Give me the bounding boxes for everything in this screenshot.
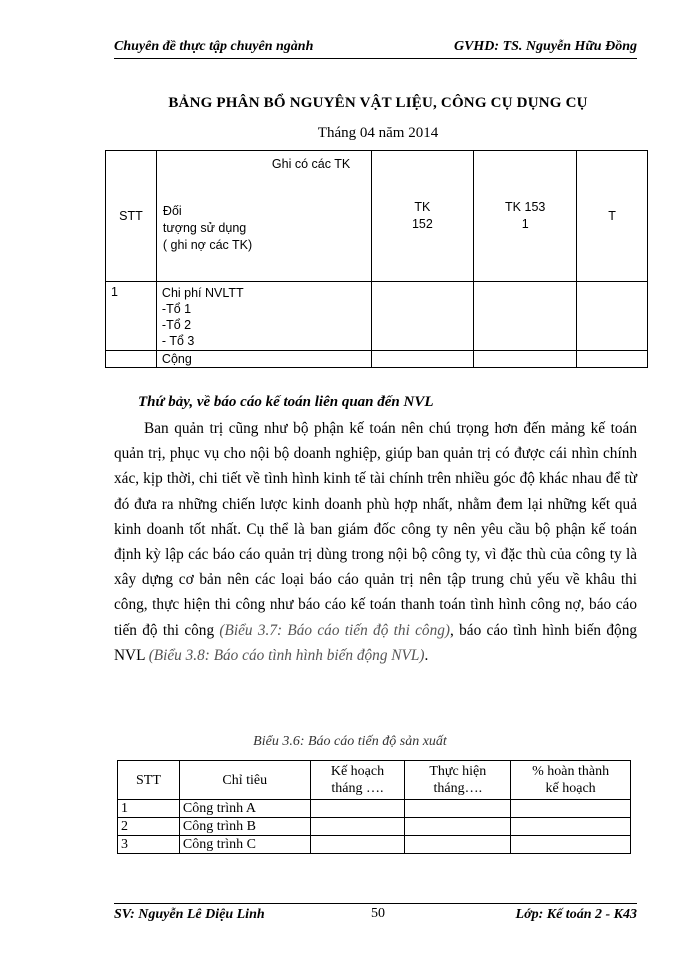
page-title: BẢNG PHÂN BỔ NGUYÊN VẬT LIỆU, CÔNG CỤ DỤNG CỤ (168, 95, 588, 111)
row-percent (511, 818, 631, 836)
allocation-table-header (106, 151, 648, 282)
row-stt: 2 (118, 818, 180, 836)
header-hoan-thanh-line2: kế hoạch (545, 781, 596, 796)
header-thuc-hien-line1: Thực hiện (429, 764, 487, 779)
header-tk152-line2: 152 (411, 217, 433, 231)
row-percent (511, 836, 631, 854)
header-tk153-line1: TK 153 (505, 200, 546, 214)
table-row (118, 818, 631, 836)
row-line: -Tổ 1 (161, 302, 192, 316)
progress-table-header (118, 761, 631, 800)
header-course: Chuyên đề thực tập chuyên ngành (114, 39, 314, 54)
header-doi: Đối (162, 204, 182, 218)
row-stt: 1 (106, 282, 157, 351)
paragraph-text: Ban quản trị cũng như bộ phận kế toán nên chú trọng hơn đến mảng kế toán quản trị, phục vụ cho nội bộ doanh nghiệp, giúp ban quản trị có được cái nhìn chính xác, kịp thời, chi tiết về tình hình kinh tế tài chính trên nhiều góc độ khác nhau để từ đó đưa ra những chiến lược kinh doanh phù hợp nhất, nhằm đem lại những kết quả kinh doanh tốt nhất. Cụ thể là ban giám đốc công ty nên yêu cầu bộ phận kế toán định kỳ lập các báo cáo quản trị dùng trong nội bộ công ty, vì đặc thù của công ty là xây dựng cơ bản nên các loại báo cáo quản trị nên tập trung chủ yếu về khâu thi công, thực hiện thi công như báo cáo kế toán thanh toán tình hình công nợ, báo cáo tiến độ thi công (114, 420, 637, 639)
row-plan (310, 800, 405, 818)
header-tk152 (371, 151, 474, 282)
header-ghi-no: ( ghi nợ các TK) (162, 238, 253, 252)
page-number: 50 (371, 906, 385, 921)
header-ke-hoach-line1: Kế hoạch (330, 764, 385, 779)
page-footer (114, 903, 637, 926)
table-row (118, 800, 631, 818)
header-stt: STT (106, 151, 157, 282)
progress-table (117, 760, 631, 854)
header-ghi-no-block (163, 203, 252, 254)
header-t: T (577, 151, 648, 282)
table-row (106, 351, 648, 368)
paragraph-ref-3-7: (Biểu 3.7: Báo cáo tiến độ thi công) (219, 621, 450, 639)
header-hoan-thanh (511, 761, 631, 800)
table-row (118, 836, 631, 854)
row-plan (310, 836, 405, 854)
header-tk153 (474, 151, 577, 282)
header-tk153-line2: 1 (521, 217, 529, 231)
header-hoan-thanh-line1: % hoàn thành (532, 764, 610, 779)
row-name: Công trình A (179, 800, 310, 818)
row-line: - Tổ 3 (161, 334, 195, 348)
row-actual (405, 836, 511, 854)
row-tk152 (371, 351, 474, 368)
row-line: Chi phí NVLTT (161, 286, 244, 300)
table-row (106, 282, 648, 351)
row-object (156, 282, 371, 351)
header-advisor: GVHD: TS. Nguyễn Hữu Đồng (453, 39, 637, 54)
page-subtitle: Tháng 04 năm 2014 (317, 125, 439, 141)
row-stt: 3 (118, 836, 180, 854)
header-thuc-hien (405, 761, 511, 800)
section-title: Thứ bảy, về báo cáo kế toán liên quan đến NVL (138, 394, 434, 410)
row-name: Công trình B (179, 818, 310, 836)
row-tk153 (474, 282, 577, 351)
header-ghi-co: Ghi có các TK (271, 157, 351, 171)
header-stt: STT (118, 761, 180, 800)
footer-student: SV: Nguyễn Lê Diệu Linh (114, 907, 265, 922)
header-tuong: tượng sử dụng (162, 221, 247, 235)
table-caption: Biểu 3.6: Báo cáo tiến độ sản xuất (253, 734, 447, 749)
allocation-table (105, 150, 648, 368)
row-percent (511, 800, 631, 818)
row-stt: 1 (118, 800, 180, 818)
row-tk152 (371, 282, 474, 351)
header-chi-tieu: Chỉ tiêu (179, 761, 310, 800)
row-total-label: Cộng (156, 351, 371, 368)
header-thuc-hien-line2: tháng…. (433, 781, 483, 796)
page-header (114, 36, 637, 59)
row-tk153 (474, 351, 577, 368)
header-ke-hoach (310, 761, 405, 800)
row-actual (405, 818, 511, 836)
footer-class: Lớp: Kế toán 2 - K43 (515, 907, 637, 922)
row-t (577, 282, 648, 351)
row-actual (405, 800, 511, 818)
row-stt (106, 351, 157, 368)
header-object (156, 151, 371, 282)
paragraph-ref-3-8: (Biểu 3.8: Báo cáo tình hình biến động NVL) (148, 646, 425, 664)
row-line: -Tổ 2 (161, 318, 192, 332)
row-t (577, 351, 648, 368)
body-paragraph (114, 416, 637, 668)
header-tk152-line1: TK (414, 200, 431, 214)
paragraph-end: . (424, 646, 429, 664)
row-name: Công trình C (179, 836, 310, 854)
header-ke-hoach-line2: tháng …. (331, 781, 384, 796)
row-plan (310, 818, 405, 836)
paragraph-mid: , báo cáo tình hình biến động NVL (114, 621, 637, 664)
